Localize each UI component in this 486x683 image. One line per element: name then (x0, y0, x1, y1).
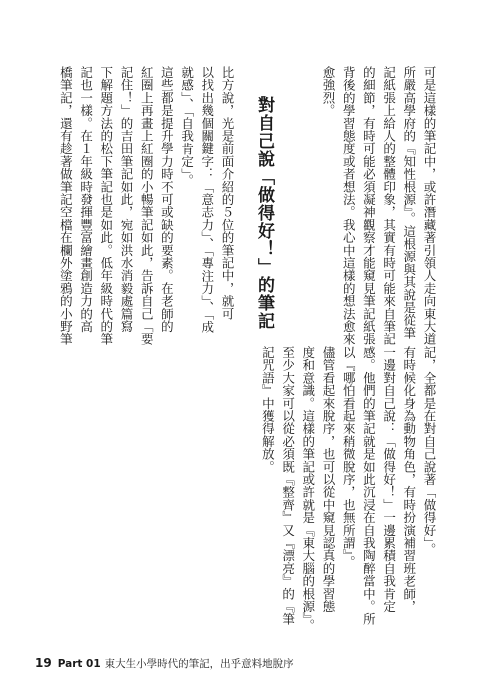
text-column: 就感」、「自我肯定」。 (179, 66, 195, 187)
text-column: 紅圈上再畫上紅圈的小暢筆記如此，告訴自己「要 (139, 66, 155, 346)
text-column: 的細節，有時可能必須凝神觀察才能窺見筆記紙張 (361, 66, 377, 346)
text-column: 記紙張上給人的整體印象，其實有時可能來自筆記 (381, 66, 397, 346)
text-column: 度和意識。這樣的筆記或許就是『東大腦的根源』。 (300, 346, 316, 632)
text-column: 以『哪怕看起來稍微脫序，也無所謂』。 (341, 346, 357, 569)
part-title: 東大生小學時代的筆記，出乎意料地脫序 (104, 658, 294, 670)
part-label: Part 01 (57, 658, 101, 670)
text-column: 下解題方法的松下筆記也是如此。低年級時代的筆 (98, 66, 114, 346)
text-column: 記也一樣。在１年級時發揮豐富繪畫創造力的高 (78, 66, 94, 333)
text-column: 記住！」的吉田筆記如此，宛如洪水消毅處篇寫 (119, 66, 134, 333)
text-column: 背後的學習態度或者想法。我心中這樣的想法愈來 (341, 66, 357, 346)
text-column: 感。他們的筆記就是如此沉浸在自我陶醉當中。所 (361, 346, 377, 626)
text-column: 儘管看起來脫序，也可以從中窺見認真的學習態 (321, 346, 336, 613)
page-footer (35, 656, 294, 671)
text-column: 有時候化身為動物角色，有時扮演補習班老師， (401, 346, 417, 613)
text-column: 記咒語』中獲得解放。 (260, 346, 276, 473)
text-column: 這些都是提升學力時不可或缺的要素。在老師的 (159, 66, 175, 333)
section-heading: 對自己說「做得好！」的筆記 (254, 96, 274, 330)
text-column: 橋筆記，還有趁著做筆記空檔在欄外塗鴉的小野筆 (58, 66, 74, 346)
text-column: 所嚴高學府的『知性根源』。這根源與其說是從筆 (401, 66, 417, 340)
text-column: 以找出幾個關鍵字：「意志力」、「專注力」、「成 (199, 66, 215, 334)
text-column: 可是這樣的筆記中，或許潛藏著引領人走向東大道 (422, 66, 437, 346)
text-column: 一邊對自己說：「做得好！」一邊累積自我肯定 (381, 346, 397, 613)
text-column: 至少大家可以從必須既『整齊』又『漂亮』的『筆 (280, 346, 296, 626)
page-number: 19 (35, 656, 52, 670)
text-column: 記，全都是在對自己說著「做得好」。 (422, 346, 437, 556)
text-column: 比方說，光是前面介紹的５位的筆記中，就可 (220, 66, 235, 320)
text-column: 愈強烈。 (321, 66, 336, 117)
